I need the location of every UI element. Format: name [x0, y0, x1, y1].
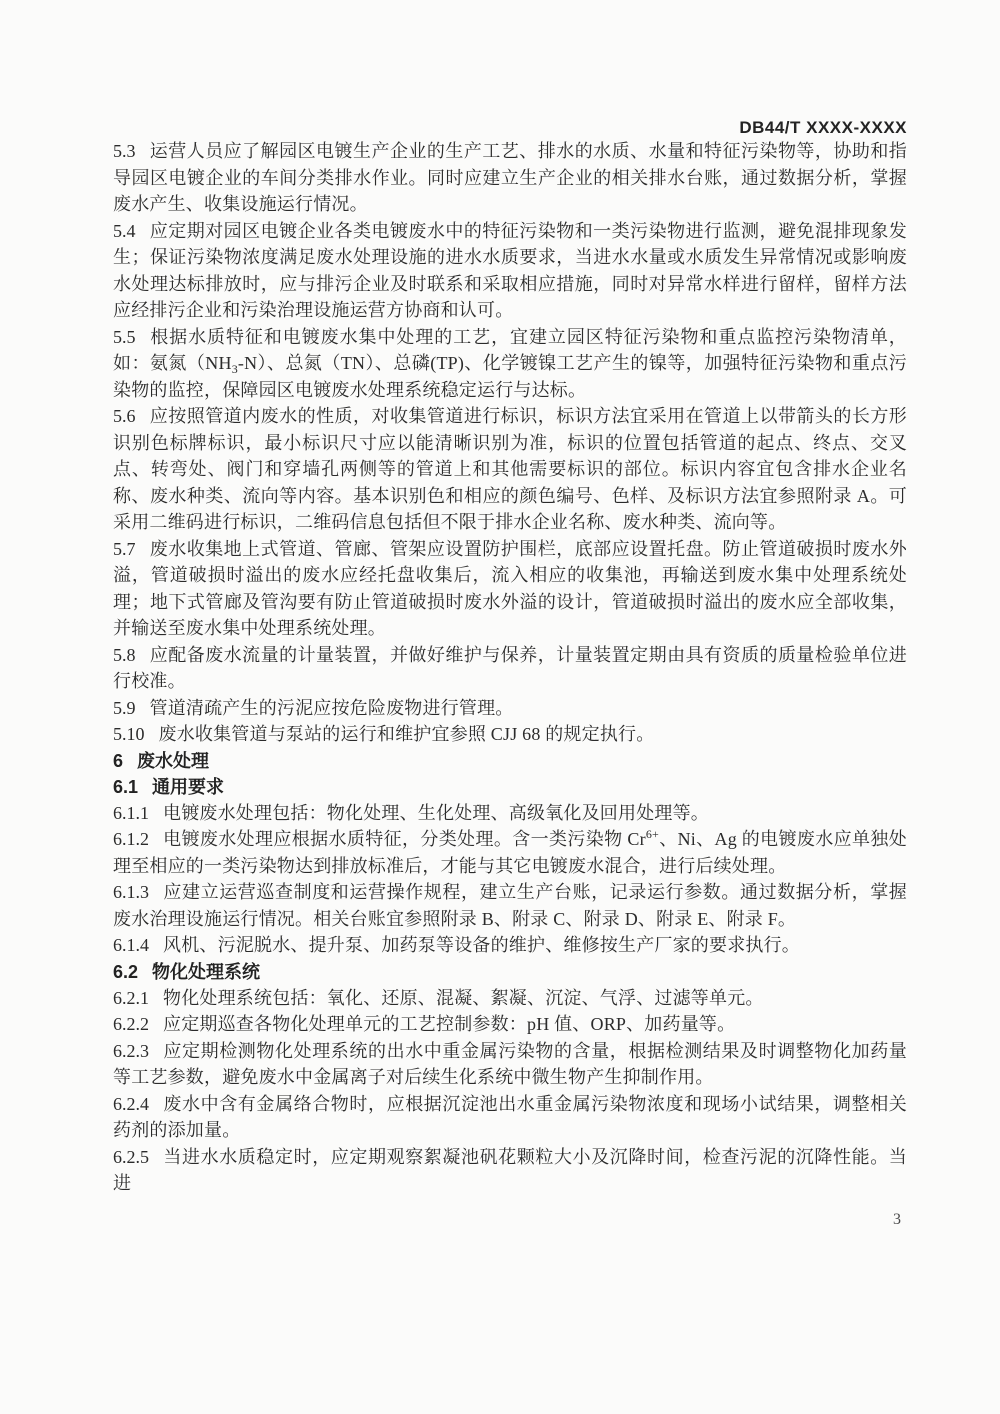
page-number [113, 1211, 907, 1229]
clause-number: 5.10 [113, 724, 145, 744]
clause-number: 5.6 [113, 406, 136, 426]
clause-text: 风机、污泥脱水、提升泵、加药泵等设备的维护、维修按生产厂家的要求执行。 [163, 935, 800, 955]
clause-text: 应建立运营巡查制度和运营操作规程，建立生产台账，记录运行参数。通过数据分析，掌握废水治理设施运行情况。相关台账宜参照附录 B、附录 C、附录 D、附录 E、附录 F。 [113, 882, 907, 929]
clause-number: 6.2.2 [113, 1014, 149, 1034]
clause-5-5 [113, 324, 907, 404]
clause-6-2-3 [113, 1038, 907, 1091]
section-heading-6 [113, 748, 907, 774]
clause-number: 6.2.5 [113, 1146, 149, 1167]
clause-number: 5.8 [113, 644, 136, 665]
clause-text: -N）、总氮（TN）、总磷(TP)、化学镀镍工艺产生的镍等，加强特征污染物和重点污染物的监控，保障园区电镀废水处理系统稳定运行与达标。 [113, 353, 907, 400]
section-heading-6-1 [113, 774, 907, 800]
clause-number: 6.1.1 [113, 802, 149, 823]
clause-text: 应定期检测物化处理系统的出水中重金属污染物的含量，根据检测结果及时调整物化加药量等工艺参数，避免废水中金属离子对后续生化系统中微生物产生抑制作用。 [113, 1040, 907, 1087]
clause-6-1-3 [113, 879, 907, 932]
clause-number: 6.1.3 [113, 882, 149, 902]
clause-number: 6.1.2 [113, 829, 149, 849]
page-number-value: 3 [893, 1210, 901, 1228]
section-title: 物化处理系统 [152, 961, 261, 982]
clause-6-1-2 [113, 826, 907, 879]
clause-5-8 [113, 642, 907, 695]
clause-6-1-4 [113, 932, 907, 959]
clause-text: 根据水质特征和电镀废水集中处理的工艺，宜建立园区特征污染物和重点监控污染物清单，如：氨氮（NH [113, 326, 907, 373]
clause-number: 5.5 [113, 326, 136, 347]
clause-text: 电镀废水处理包括：物化处理、生化处理、高级氧化及回用处理等。 [163, 802, 709, 823]
clause-5-6 [113, 403, 907, 536]
clause-6-1-1 [113, 800, 907, 827]
clause-5-4 [113, 218, 907, 324]
clause-text: 当进水水质稳定时，应定期观察絮凝池矾花颗粒大小及沉降时间，检查污泥的沉降性能。当进 [113, 1146, 907, 1193]
clause-6-2-4 [113, 1091, 907, 1144]
clause-number: 6.2.4 [113, 1093, 149, 1114]
clause-number: 5.9 [113, 697, 136, 718]
section-number: 6.1 [113, 776, 139, 797]
clause-number: 5.7 [113, 538, 136, 559]
clause-number: 6.2.3 [113, 1040, 149, 1061]
clause-5-10 [113, 721, 907, 748]
chem-subscript: 3 [231, 362, 238, 376]
clause-text: 应配备废水流量的计量装置，并做好维护与保养，计量装置定期由具有资质的质量检验单位进行校准。 [113, 644, 907, 691]
document-page [113, 0, 907, 1229]
clause-text: 废水收集地上式管道、管廊、管架应设置防护围栏，底部应设置托盘。防止管道破损时废水外溢，管道破损时溢出的废水应经托盘收集后，流入相应的收集池，再输送到废水集中处理系统处理；地下式管廊及管沟要有防止管道破损时废水外溢的设计，管道破损时溢出的废水应全部收集，并输送至废水集中处理系统处理。 [113, 538, 907, 638]
clause-number: 5.3 [113, 141, 136, 161]
clause-text: 管道清疏产生的污泥应按危险废物进行管理。 [149, 697, 514, 718]
clause-6-2-2 [113, 1011, 907, 1038]
clause-5-7 [113, 536, 907, 642]
section-number: 6 [113, 750, 124, 771]
clause-text: 、Ni、Ag 的电镀废水应单独处理至相应的一类污染物达到排放标准后，才能与其它电镀废水混合，进行后续处理。 [113, 829, 907, 876]
chem-superscript: 6+ [645, 827, 660, 841]
document-header [113, 0, 907, 138]
section-title: 通用要求 [152, 776, 225, 797]
clause-6-2-5 [113, 1144, 907, 1197]
section-number: 6.2 [113, 961, 139, 982]
doc-code: DB44/T XXXX-XXXX [739, 118, 907, 137]
clause-text: 应按照管道内废水的性质，对收集管道进行标识，标识方法宜采用在管道上以带箭头的长方形识别色标牌标识，最小标识尺寸应以能清晰识别为准，标识的位置包括管道的起点、终点、交叉点、转弯处、阀门和穿墙孔两侧等的管道上和其他需要标识的部位。标识内容宜包含排水企业名称、废水种类、流向等内容。基本识别色和相应的颜色编号、色样、及标识方法宜参照附录 A。可采用二维码进行标识，二维码信息包括但不限于排水企业名称、废水种类、流向等。 [113, 406, 907, 532]
clause-text: 废水收集管道与泵站的运行和维护宜参照 CJJ 68 的规定执行。 [158, 724, 655, 744]
clause-5-9 [113, 695, 907, 722]
clause-text: 应定期巡查各物化处理单元的工艺控制参数：pH 值、ORP、加药量等。 [163, 1014, 736, 1034]
clause-5-3 [113, 138, 907, 218]
clause-6-2-1 [113, 985, 907, 1012]
clause-text: 废水中含有金属络合物时，应根据沉淀池出水重金属污染物浓度和现场小试结果，调整相关药剂的添加量。 [113, 1093, 907, 1140]
clause-number: 6.1.4 [113, 935, 149, 955]
section-heading-6-2 [113, 959, 907, 985]
clause-text: 电镀废水处理应根据水质特征，分类处理。含一类污染物 Cr [163, 829, 646, 849]
clause-text: 运营人员应了解园区电镀生产企业的生产工艺、排水的水质、水量和特征污染物等，协助和指导园区电镀企业的车间分类排水作业。同时应建立生产企业的相关排水台账，通过数据分析，掌握废水产生、收集设施运行情况。 [113, 141, 907, 214]
clause-text: 应定期对园区电镀企业各类电镀废水中的特征污染物和一类污染物进行监测，避免混排现象发生；保证污染物浓度满足废水处理设施的进水水质要求，当进水水量或水质发生异常情况或影响废水处理达标排放时，应与排污企业及时联系和采取相应措施，同时对异常水样进行留样，留样方法应经排污企业和污染治理设施运营方协商和认可。 [113, 220, 907, 320]
clause-number: 6.2.1 [113, 987, 149, 1008]
clause-text: 物化处理系统包括：氧化、还原、混凝、絮凝、沉淀、气浮、过滤等单元。 [163, 987, 764, 1008]
clause-number: 5.4 [113, 220, 136, 241]
section-title: 废水处理 [137, 750, 210, 771]
